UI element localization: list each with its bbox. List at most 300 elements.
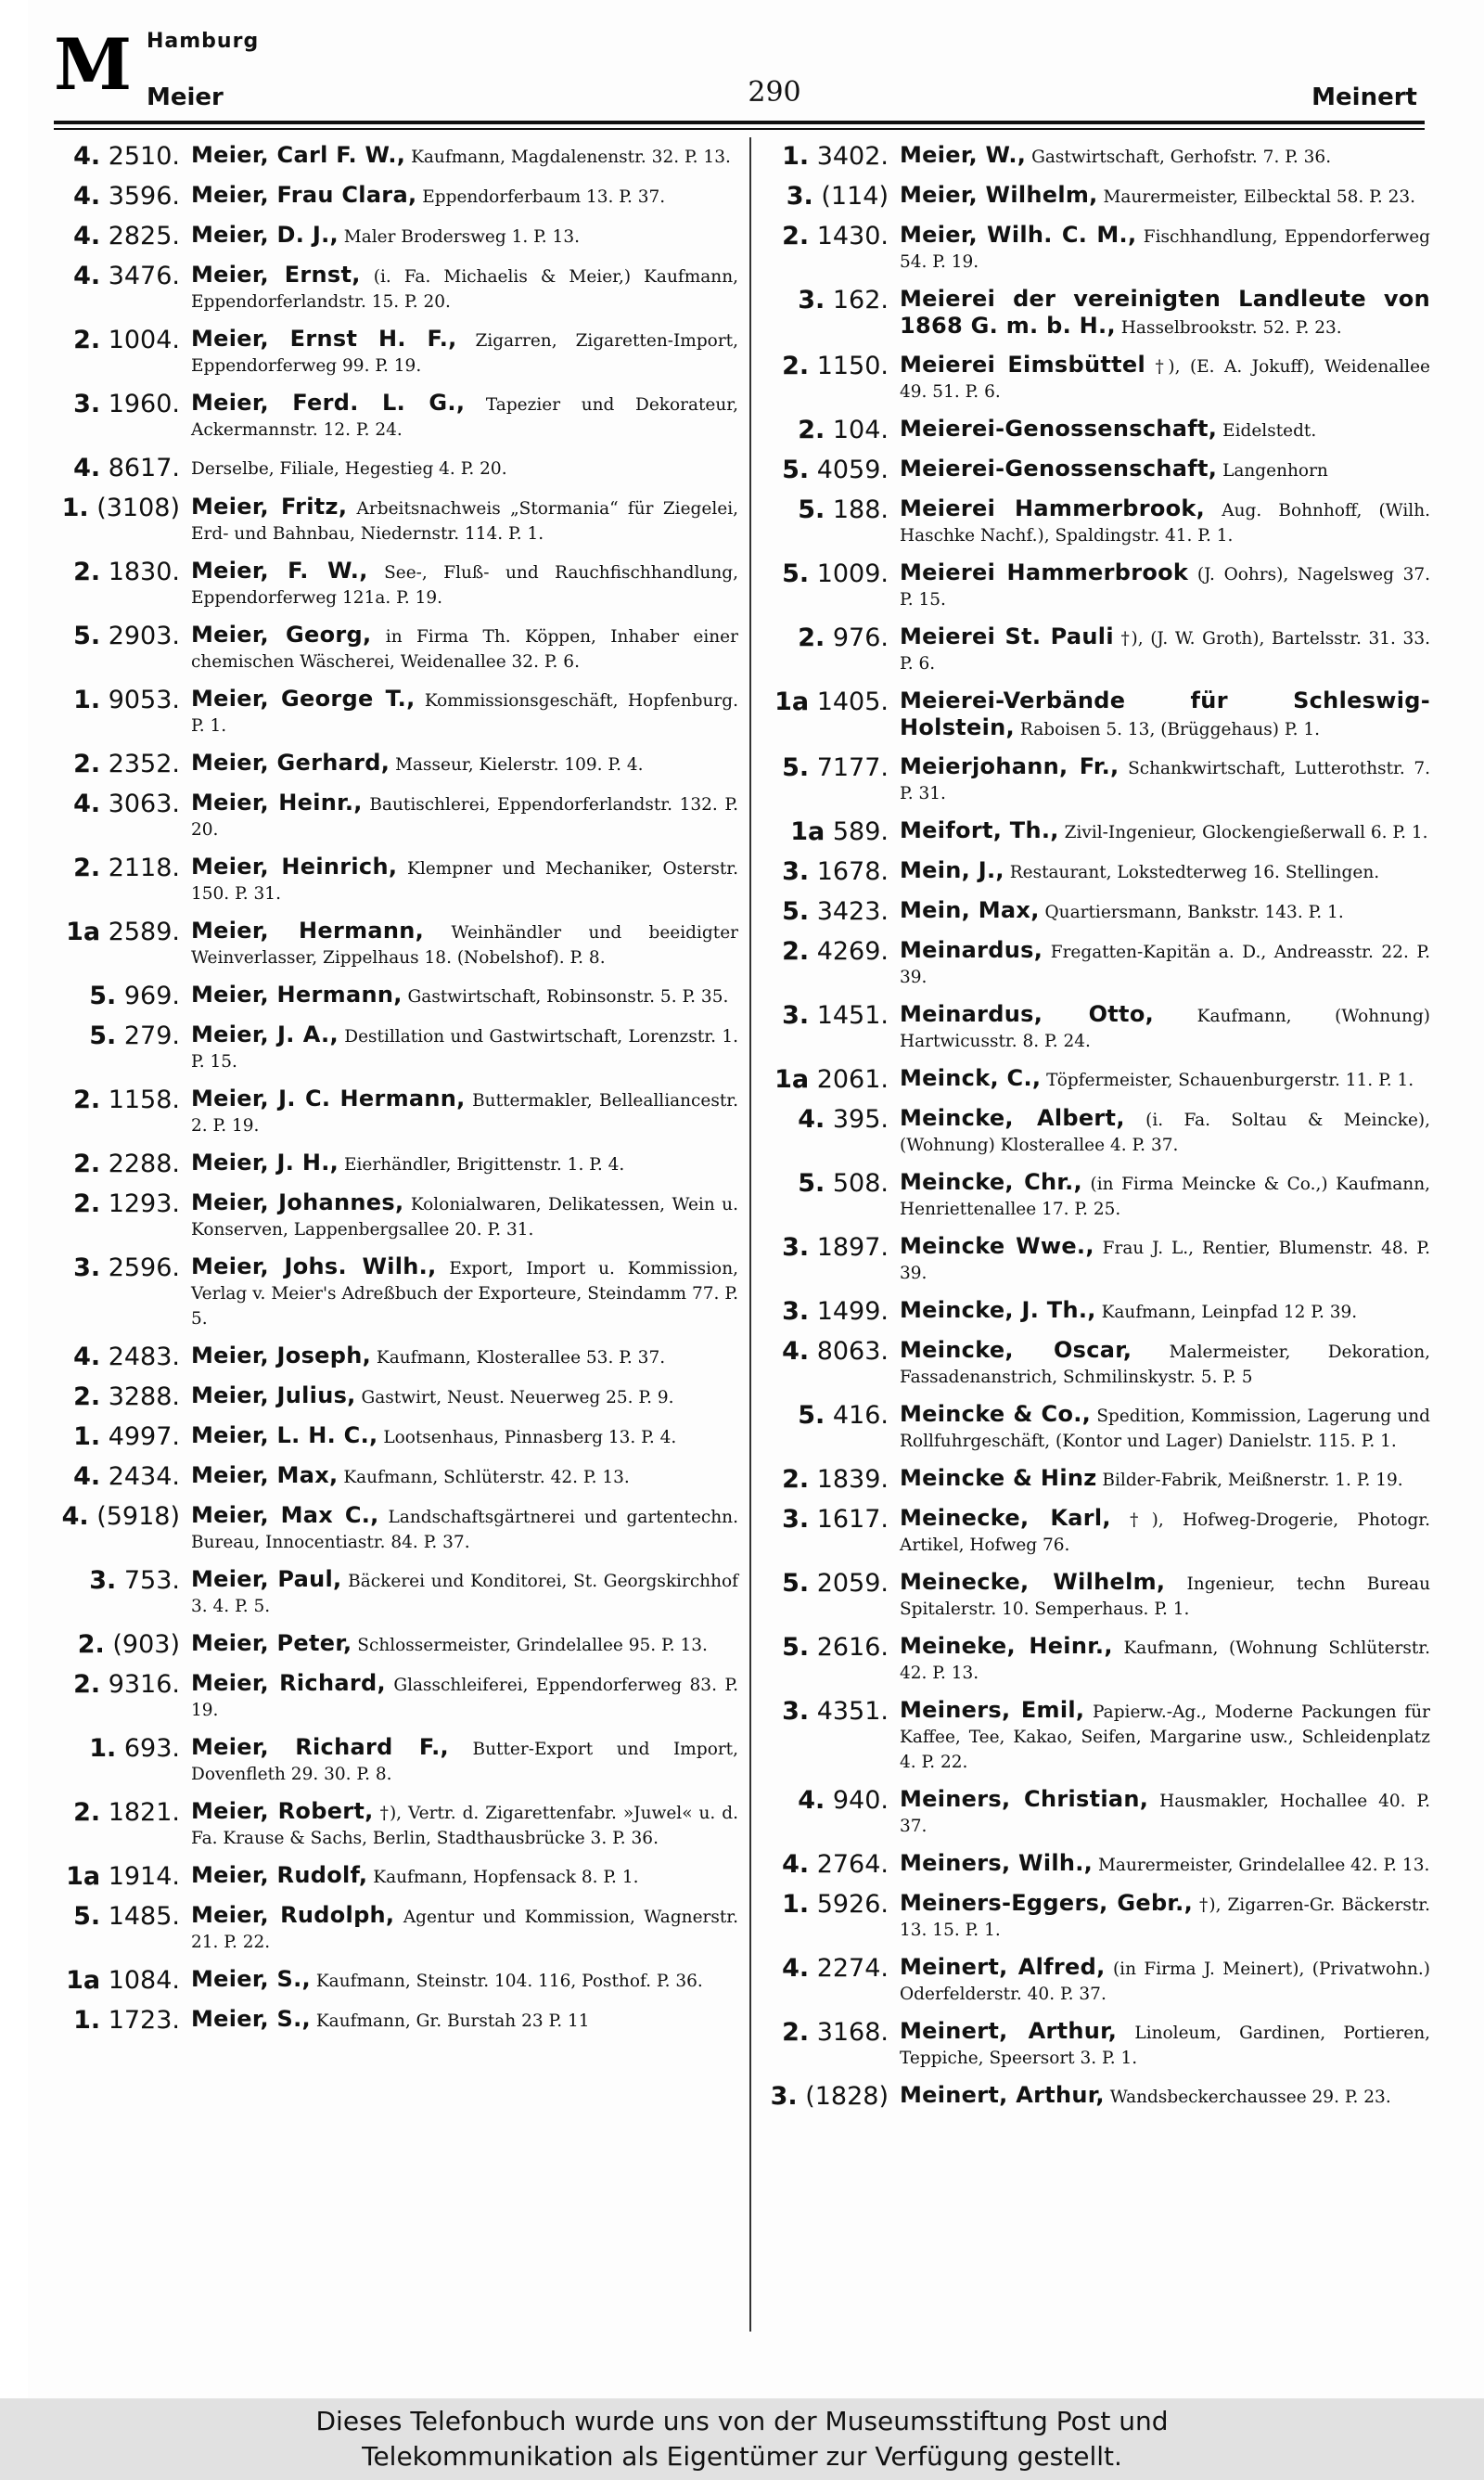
exchange-prefix: 4.	[73, 790, 101, 818]
subscriber-details: Kaufmann, Schlüterstr. 42. P. 13.	[343, 1468, 630, 1487]
line-number: 2510.	[108, 142, 180, 171]
entry-text	[889, 1787, 1430, 1839]
line-number: 1960.	[108, 390, 180, 418]
exchange-prefix: 4.	[73, 1462, 101, 1491]
subscriber-details: Destillation und Gastwirtschaft, Lorenzstr. 1. P. 15.	[191, 1027, 738, 1072]
exchange-prefix: 2.	[73, 854, 101, 882]
directory-entry	[52, 183, 738, 211]
exchange-prefix: 1a	[774, 1065, 810, 1094]
phone-number	[761, 456, 889, 484]
line-number: 5926.	[816, 1890, 889, 1919]
directory-entry	[52, 327, 738, 379]
subscriber-details: Landschaftsgärtnerei und gartentechn. Bureau, Innocentiastr. 84. P. 37.	[191, 1508, 738, 1552]
subscriber-name: Meinert, Arthur,	[900, 2082, 1105, 2108]
entry-text	[889, 353, 1430, 405]
exchange-prefix: 2.	[73, 558, 101, 586]
directory-entry	[761, 417, 1430, 444]
subscriber-details: Bäckerei und Konditorei, St. Georgskirchhof 3. 4. P. 5.	[191, 1572, 738, 1616]
subscriber-name: Meier, S.,	[191, 2006, 311, 2032]
directory-entry	[52, 1254, 738, 1331]
directory-entry	[761, 1402, 1430, 1454]
line-number: 753.	[123, 1566, 180, 1595]
directory-entry	[761, 1891, 1430, 1943]
subscriber-details: Maurermeister, Eilbecktal 58. P. 23.	[1103, 187, 1416, 207]
line-number: 4269.	[816, 937, 889, 966]
phone-number	[52, 1671, 180, 1699]
line-number: 8617.	[108, 454, 180, 482]
subscriber-details: Klempner und Mechaniker, Osterstr. 150. P. 31.	[191, 859, 738, 904]
subscriber-name: Meier, Fritz,	[191, 494, 348, 520]
directory-entry	[761, 1570, 1430, 1622]
exchange-prefix: 2.	[73, 1798, 101, 1827]
exchange-prefix: 5.	[782, 456, 810, 484]
footer-line-2: Telekommunikation als Eigentümer zur Verfügung gestellt.	[362, 2441, 1122, 2472]
phone-number	[761, 287, 889, 315]
exchange-prefix: 3.	[73, 1253, 101, 1282]
subscriber-details: Wandsbeckerchaussee 29. P. 23.	[1109, 2088, 1391, 2107]
exchange-prefix: 1a	[66, 918, 101, 946]
subscriber-details: Kaufmann, Steinstr. 104. 116, Posthof. P. 36.	[315, 1972, 703, 1991]
subscriber-name: Meier, Johannes,	[191, 1189, 404, 1215]
directory-entry	[52, 1631, 738, 1659]
entry-text	[889, 1170, 1430, 1222]
subscriber-details: Gastwirtschaft, Robinsonstr. 5. P. 35.	[407, 987, 729, 1007]
exchange-prefix: 2.	[73, 1670, 101, 1699]
phone-number	[52, 1254, 180, 1282]
entry-text	[889, 754, 1430, 806]
header-last-entry: Meinert	[1311, 84, 1417, 111]
subscriber-details: Kaufmann, Gr. Burstah 23 P. 11	[315, 2011, 590, 2031]
entry-text	[889, 624, 1430, 676]
line-number: 2061.	[816, 1065, 889, 1094]
phone-number	[761, 417, 889, 444]
exchange-prefix: 4.	[73, 222, 101, 251]
phone-number	[52, 1903, 180, 1931]
directory-entry	[761, 1698, 1430, 1775]
phone-number	[761, 898, 889, 926]
directory-entry	[52, 143, 738, 171]
phone-number	[52, 751, 180, 778]
exchange-prefix: 4.	[73, 142, 101, 171]
exchange-prefix: 5.	[798, 495, 825, 524]
phone-number	[52, 1150, 180, 1178]
subscriber-name: Meier, L. H. C.,	[191, 1422, 378, 1448]
line-number: 188.	[832, 495, 889, 524]
entry-text	[180, 263, 738, 315]
directory-entry	[52, 983, 738, 1010]
line-number: 3063.	[108, 790, 180, 818]
line-number: 1084.	[108, 1966, 180, 1995]
subscriber-details: Tapezier und Dekorateur, Ackermannstr. 12. P. 24.	[191, 395, 738, 440]
line-number: (903)	[112, 1630, 180, 1659]
phone-number	[761, 754, 889, 782]
subscriber-details: (i. Fa. Michaelis & Meier,) Kaufmann, Eppendorferlandstr. 15. P. 20.	[191, 267, 738, 312]
subscriber-details: Raboisen 5. 13, (Brüggehaus) P. 1.	[1019, 720, 1320, 739]
directory-entry	[761, 938, 1430, 990]
subscriber-details: †), Zigarren-Gr. Bäckerstr. 13. 15. P. 1.	[900, 1895, 1430, 1940]
subscriber-name: Mein, Max,	[900, 897, 1040, 923]
directory-entry	[761, 1066, 1430, 1094]
line-number: 2483.	[108, 1343, 180, 1371]
subscriber-name: Meierei-Verbände für Schleswig-Holstein,	[900, 687, 1430, 740]
exchange-prefix: 1.	[73, 1422, 101, 1451]
line-number: 1839.	[816, 1465, 889, 1494]
line-number: 1499.	[816, 1297, 889, 1326]
directory-entry	[761, 143, 1430, 171]
column-divider	[749, 137, 751, 2332]
phone-number	[761, 1338, 889, 1366]
entry-text	[889, 183, 1430, 210]
entry-text	[889, 1851, 1430, 1878]
line-number: 7177.	[816, 753, 889, 782]
phone-number	[761, 1851, 889, 1879]
exchange-prefix: 5.	[798, 1169, 825, 1198]
subscriber-details: See-, Fluß- und Rauchfischhandlung, Eppendorferweg 121a. P. 19.	[191, 563, 738, 608]
subscriber-details: Glasschleiferei, Eppendorferweg 83. P. 19.	[191, 1676, 738, 1720]
line-number: 1617.	[816, 1505, 889, 1534]
subscriber-name: Meier, Frau Clara,	[191, 182, 417, 208]
line-number: 1158.	[108, 1086, 180, 1114]
subscriber-details: Ingenieur, techn Bureau Spitalerstr. 10. Semperhaus. P. 1.	[900, 1574, 1430, 1619]
line-number: 104.	[832, 416, 889, 444]
exchange-prefix: 3.	[786, 182, 813, 211]
phone-number	[52, 495, 180, 522]
line-number: 2288.	[108, 1150, 180, 1178]
subscriber-name: Meier, Peter,	[191, 1630, 352, 1656]
exchange-prefix: 4.	[73, 454, 101, 482]
line-number: 2434.	[108, 1462, 180, 1491]
exchange-prefix: 4.	[73, 262, 101, 290]
directory-entry	[52, 455, 738, 482]
subscriber-name: Meier, Max,	[191, 1462, 339, 1488]
exchange-prefix: 5.	[89, 1022, 117, 1050]
line-number: 8063.	[816, 1337, 889, 1366]
subscriber-name: Meierei-Genossenschaft,	[900, 416, 1218, 442]
line-number: 2764.	[816, 1850, 889, 1879]
entry-text	[889, 1338, 1430, 1390]
entry-text	[180, 2007, 738, 2034]
entry-text	[889, 1506, 1430, 1558]
entry-text	[889, 2019, 1430, 2071]
exchange-prefix: 3.	[782, 1505, 810, 1534]
directory-entry	[761, 287, 1430, 341]
subscriber-details: Hausmakler, Hochallee 40. P. 37.	[900, 1792, 1430, 1836]
phone-number	[52, 623, 180, 650]
exchange-prefix: 2.	[782, 1465, 810, 1494]
phone-number	[761, 143, 889, 171]
directory-entry	[761, 2019, 1430, 2071]
subscriber-details: Eidelstedt.	[1222, 421, 1317, 441]
exchange-prefix: 1.	[73, 686, 101, 714]
subscriber-details: Kaufmann, Hopfensack 8. P. 1.	[373, 1868, 639, 1887]
directory-entry	[52, 1190, 738, 1242]
subscriber-name: Meier, Wilhelm,	[900, 182, 1098, 208]
line-number: 162.	[832, 286, 889, 315]
subscriber-name: Meier, Johs. Wilh.,	[191, 1253, 437, 1279]
exchange-prefix: 1a	[66, 1966, 101, 1995]
phone-number	[52, 1863, 180, 1891]
subscriber-name: Meincke & Co.,	[900, 1401, 1092, 1427]
subscriber-details: (in Firma Meincke & Co.,) Kaufmann, Henriettenallee 17. P. 25.	[900, 1175, 1430, 1219]
line-number: 1405.	[816, 687, 889, 716]
line-number: 1821.	[108, 1798, 180, 1827]
line-number: 1004.	[108, 326, 180, 354]
subscriber-details: Export, Import u. Kommission, Verlag v. Meier's Adreßbuch der Exporteure, Steindamm 77. P. 5.	[191, 1259, 738, 1329]
phone-number	[52, 919, 180, 946]
header-city: Hamburg	[147, 30, 260, 53]
subscriber-details: Kaufmann, Klosterallee 53. P. 37.	[376, 1348, 666, 1368]
line-number: 976.	[832, 623, 889, 652]
directory-entry	[52, 1735, 738, 1787]
subscriber-name: Meierei Eimsbüttel	[900, 352, 1145, 378]
directory-entry	[761, 624, 1430, 676]
subscriber-details: Kaufmann, (Wohnung Schlüterstr. 42. P. 13.	[900, 1638, 1430, 1683]
phone-number	[761, 353, 889, 380]
entry-text	[180, 1463, 738, 1490]
phone-number	[52, 143, 180, 171]
phone-number	[52, 2007, 180, 2035]
line-number: 1293.	[108, 1189, 180, 1218]
subscriber-name: Meiners, Emil,	[900, 1697, 1085, 1723]
entry-text	[180, 1343, 738, 1370]
directory-entry	[761, 754, 1430, 806]
phone-number	[52, 1567, 180, 1595]
directory-entry	[52, 1503, 738, 1555]
directory-entry	[52, 790, 738, 842]
entry-text	[889, 1634, 1430, 1686]
phone-number	[52, 263, 180, 290]
subscriber-name: Mein, J.,	[900, 857, 1004, 883]
exchange-prefix: 4.	[61, 1502, 89, 1531]
exchange-prefix: 3.	[782, 857, 810, 886]
subscriber-name: Meier, Richard F.,	[191, 1734, 449, 1760]
subscriber-details: Fregatten-Kapitän a. D., Andreasstr. 22. P. 39.	[900, 943, 1430, 987]
entry-text	[889, 818, 1430, 845]
directory-entry	[761, 858, 1430, 886]
line-number: 395.	[832, 1105, 889, 1134]
directory-entry	[761, 1234, 1430, 1286]
line-number: 4351.	[816, 1697, 889, 1726]
subscriber-name: Meier, Heinrich,	[191, 854, 398, 880]
line-number: 4997.	[108, 1422, 180, 1451]
entry-text	[180, 455, 738, 482]
exchange-prefix: 5.	[89, 982, 117, 1010]
subscriber-details: Töpfermeister, Schauenburgerstr. 11. P. 1.	[1046, 1071, 1414, 1090]
subscriber-name: Meincke, J. Th.,	[900, 1297, 1096, 1323]
phone-number	[52, 1735, 180, 1763]
subscriber-name: Meierei St. Pauli	[900, 623, 1114, 649]
entry-text	[180, 183, 738, 210]
directory-entry	[761, 223, 1430, 275]
subscriber-details: Papierw.-Ag., Moderne Packungen für Kaffee, Tee, Kakao, Seifen, Margarine usw., Schleidenplatz 4. P. 22.	[900, 1703, 1430, 1772]
subscriber-name: Meincke & Hinz	[900, 1465, 1097, 1491]
entry-text	[889, 496, 1430, 548]
subscriber-name: Meinardus, Otto,	[900, 1001, 1155, 1027]
phone-number	[761, 1787, 889, 1815]
subscriber-name: Meierei Hammerbrook	[900, 559, 1189, 585]
line-number: 1150.	[816, 352, 889, 380]
subscriber-details: Schankwirtschaft, Lutterothstr. 7. P. 31.	[900, 759, 1430, 803]
entry-text	[180, 327, 738, 379]
exchange-prefix: 2.	[782, 352, 810, 380]
exchange-prefix: 2.	[782, 937, 810, 966]
subscriber-name: Meier, Georg,	[191, 622, 372, 648]
exchange-prefix: 5.	[73, 1902, 101, 1931]
entry-text	[180, 1254, 738, 1331]
entry-text	[180, 983, 738, 1009]
subscriber-details: Masseur, Kielerstr. 109. P. 4.	[395, 755, 644, 775]
directory-entry	[761, 1634, 1430, 1686]
directory-entry	[52, 495, 738, 546]
phone-number	[761, 1402, 889, 1430]
directory-entry	[761, 898, 1430, 926]
entry-text	[889, 2083, 1430, 2110]
exchange-prefix: 3.	[782, 1297, 810, 1326]
directory-entry	[52, 1423, 738, 1451]
entry-text	[180, 1423, 738, 1450]
exchange-prefix: 2.	[73, 326, 101, 354]
subscriber-details: †), Vertr. d. Zigarettenfabr. »Juwel« u. d. Fa. Krause & Sachs, Berlin, Stadthausbrücke 3. P. 36.	[191, 1804, 738, 1848]
subscriber-name: Meinardus,	[900, 937, 1043, 963]
exchange-prefix: 1a	[790, 817, 825, 846]
entry-text	[889, 1298, 1430, 1325]
subscriber-name: Meier, Ferd. L. G.,	[191, 390, 466, 416]
exchange-prefix: 1a	[66, 1862, 101, 1891]
subscriber-details: Arbeitsnachweis „Stormania“ für Ziegelei, Erd- und Bahnbau, Niedernstr. 114. P. 1.	[191, 499, 738, 544]
entry-text	[889, 1106, 1430, 1158]
phone-number	[761, 560, 889, 588]
subscriber-name: Meier, George T.,	[191, 686, 416, 712]
right-column	[761, 143, 1430, 2123]
line-number: 2825.	[108, 222, 180, 251]
phone-number	[52, 1383, 180, 1411]
phone-number	[52, 1631, 180, 1659]
entry-text	[889, 1698, 1430, 1775]
exchange-prefix: 2.	[73, 1189, 101, 1218]
entry-text	[889, 858, 1430, 885]
directory-entry	[52, 559, 738, 610]
subscriber-name: Meiners, Wilh.,	[900, 1850, 1094, 1876]
subscriber-details: Malermeister, Dekoration, Fassadenanstrich, Schmilinskystr. 5. P. 5	[900, 1343, 1430, 1387]
phone-number	[761, 1698, 889, 1726]
directory-entry	[52, 623, 738, 675]
directory-entry	[52, 1903, 738, 1955]
line-number: 2616.	[816, 1633, 889, 1662]
exchange-prefix: 5.	[782, 897, 810, 926]
exchange-prefix: 3.	[89, 1566, 117, 1595]
directory-entry	[761, 688, 1430, 742]
page-number: 290	[748, 76, 801, 109]
exchange-prefix: 1.	[782, 142, 810, 171]
subscriber-details: Schlossermeister, Grindelallee 95. P. 13.	[357, 1636, 708, 1655]
exchange-prefix: 3.	[73, 390, 101, 418]
subscriber-details: Spedition, Kommission, Lagerung und Rollfuhrgeschäft, (Kontor und Lager) Danielstr. 115. P. 1.	[900, 1407, 1430, 1451]
subscriber-details: †), Hofweg-Drogerie, Photogr. Artikel, Hofweg 76.	[900, 1510, 1430, 1555]
subscriber-details: Kommissionsgeschäft, Hopfenburg. P. 1.	[191, 691, 738, 736]
directory-entry	[761, 1466, 1430, 1494]
exchange-prefix: 4.	[782, 1850, 810, 1879]
entry-text	[889, 938, 1430, 990]
subscriber-name: Meinert, Arthur,	[900, 2018, 1118, 2044]
entry-text	[180, 495, 738, 546]
directory-entry	[52, 391, 738, 443]
phone-number	[761, 1298, 889, 1326]
line-number: 2589.	[108, 918, 180, 946]
phone-number	[761, 1106, 889, 1134]
directory-entry	[52, 1150, 738, 1178]
phone-number	[52, 1799, 180, 1827]
subscriber-name: Meierei der vereinigten Landleute von 1868 G. m. b. H.,	[900, 286, 1430, 339]
exchange-prefix: 3.	[770, 2082, 798, 2111]
phone-number	[761, 818, 889, 846]
entry-text	[180, 919, 738, 970]
subscriber-name: Meincke, Chr.,	[900, 1169, 1082, 1195]
phone-number	[761, 1570, 889, 1598]
phone-number	[52, 1463, 180, 1491]
line-number: 1830.	[108, 558, 180, 586]
subscriber-name: Meinecke, Karl,	[900, 1505, 1111, 1531]
directory-entry	[761, 1851, 1430, 1879]
subscriber-details: Zigarren, Zigaretten-Import, Eppendorferweg 99. P. 19.	[191, 331, 738, 376]
directory-entry	[52, 855, 738, 906]
entry-text	[180, 1567, 738, 1619]
directory-entry	[761, 1338, 1430, 1390]
subscriber-name: Meier, Max C.,	[191, 1502, 379, 1528]
directory-entry	[761, 560, 1430, 612]
subscriber-name: Meier, D. J.,	[191, 222, 339, 248]
subscriber-name: Meier, Ernst H. F.,	[191, 326, 457, 352]
phone-number	[761, 2083, 889, 2111]
line-number: (114)	[821, 182, 889, 211]
subscriber-name: Meierei Hammerbrook,	[900, 495, 1206, 521]
subscriber-name: Meierjohann, Fr.,	[900, 753, 1119, 779]
line-number: 3168.	[816, 2018, 889, 2047]
line-number: 1430.	[816, 222, 889, 251]
subscriber-details: Gastwirt, Neust. Neuerweg 25. P. 9.	[361, 1388, 674, 1407]
subscriber-details: †), (J. W. Groth), Bartelsstr. 31. 33. P. 6.	[900, 629, 1430, 674]
entry-text	[180, 687, 738, 739]
subscriber-details: Bilder-Fabrik, Meißnerstr. 1. P. 19.	[1102, 1471, 1403, 1490]
subscriber-name: Meincke, Oscar,	[900, 1337, 1132, 1363]
exchange-prefix: 2.	[73, 1086, 101, 1114]
exchange-prefix: 2.	[77, 1630, 105, 1659]
header-rule-thick	[54, 121, 1425, 124]
subscriber-name: Meinck, C.,	[900, 1065, 1042, 1091]
directory-entry	[761, 496, 1430, 548]
line-number: 508.	[832, 1169, 889, 1198]
subscriber-details: (in Firma J. Meinert), (Privatwohn.) Oderfelderstr. 40. P. 37.	[900, 1960, 1430, 2004]
subscriber-name: Meier, J. C. Hermann,	[191, 1086, 466, 1112]
directory-entry	[52, 1086, 738, 1138]
entry-text	[180, 391, 738, 443]
subscriber-details: Maurermeister, Grindelallee 42. P. 13.	[1097, 1856, 1430, 1875]
exchange-prefix: 4.	[798, 1786, 825, 1815]
phone-number	[52, 790, 180, 818]
subscriber-details: Maler Brodersweg 1. P. 13.	[343, 227, 580, 247]
line-number: 279.	[123, 1022, 180, 1050]
exchange-prefix: 3.	[782, 1233, 810, 1262]
subscriber-details: Gastwirtschaft, Gerhofstr. 7. P. 36.	[1031, 148, 1332, 167]
footer-line-1: Dieses Telefonbuch wurde uns von der Museumsstiftung Post und	[315, 2406, 1169, 2436]
directory-entry	[52, 919, 738, 970]
subscriber-details: Buttermakler, Bellealliancestr. 2. P. 19.	[191, 1091, 738, 1136]
phone-number	[761, 223, 889, 251]
entry-text	[889, 1066, 1430, 1093]
phone-number	[52, 1343, 180, 1371]
entry-text	[180, 1190, 738, 1242]
entry-text	[889, 1002, 1430, 1054]
phone-number	[761, 1955, 889, 1983]
